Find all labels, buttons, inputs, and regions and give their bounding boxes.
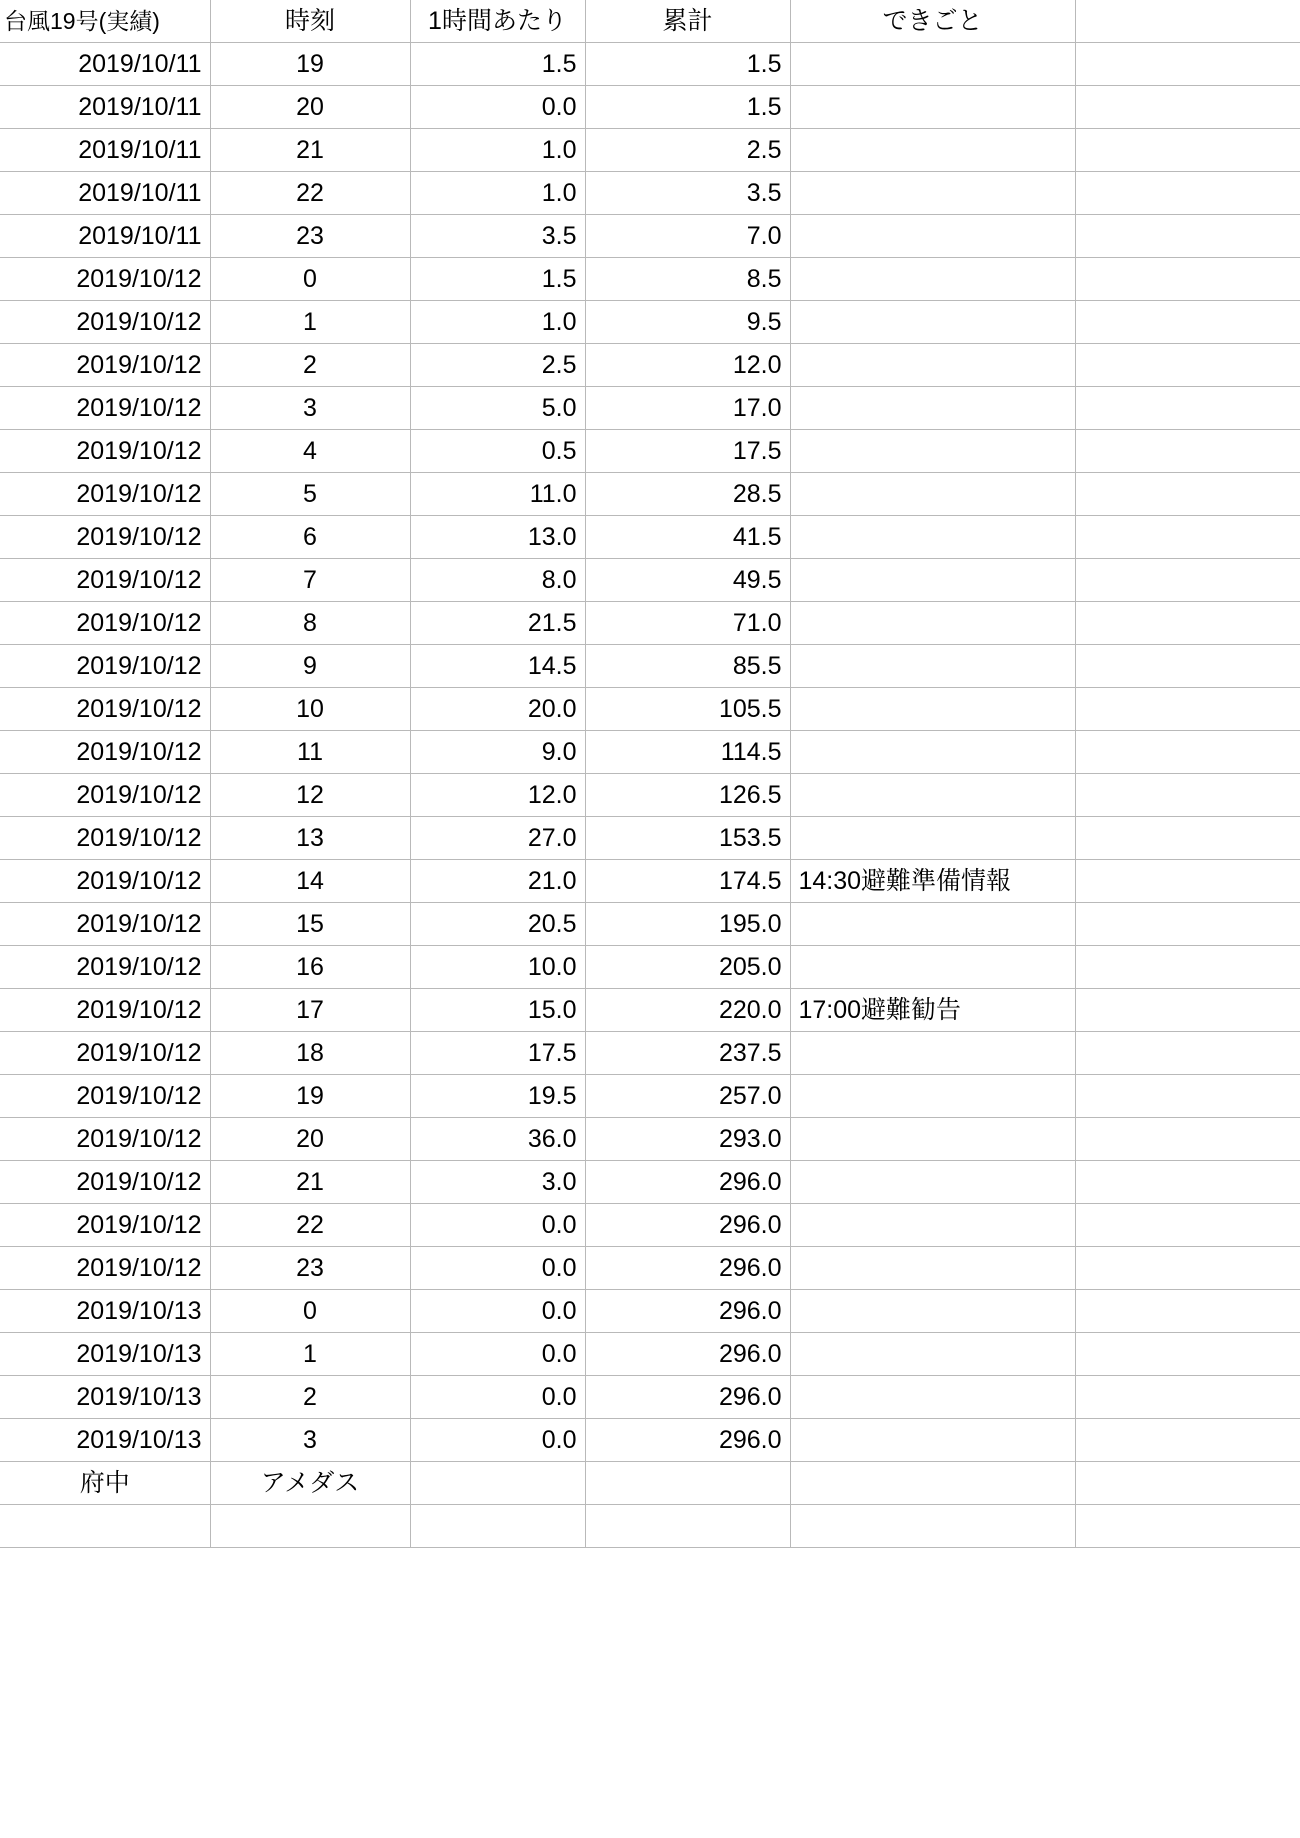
cell-rate: 0.0: [410, 86, 585, 129]
cell-pad: [1075, 430, 1300, 473]
cell-date: 2019/10/12: [0, 731, 210, 774]
cell-date: 2019/10/12: [0, 1118, 210, 1161]
cell-hour: 14: [210, 860, 410, 903]
cell-event: [790, 1032, 1075, 1075]
cell-pad: [1075, 774, 1300, 817]
table-row: [0, 860, 1300, 903]
cell-hour: 19: [210, 1075, 410, 1118]
cell-pad: [1075, 1204, 1300, 1247]
table-row: [0, 1247, 1300, 1290]
table-row: [0, 1161, 1300, 1204]
cell-pad: [1075, 473, 1300, 516]
table-row: [0, 473, 1300, 516]
cell-total: 296.0: [585, 1419, 790, 1462]
cell-total: 17.0: [585, 387, 790, 430]
cell-hour: 1: [210, 301, 410, 344]
table-row: [0, 172, 1300, 215]
cell-total: 85.5: [585, 645, 790, 688]
cell-date: 2019/10/11: [0, 215, 210, 258]
cell-rate: 1.0: [410, 129, 585, 172]
footer-event: [790, 1462, 1075, 1505]
cell-pad: [1075, 989, 1300, 1032]
footer-location: 府中: [0, 1462, 210, 1505]
cell-total: 237.5: [585, 1032, 790, 1075]
cell-date: 2019/10/12: [0, 1161, 210, 1204]
header-title: 台風19号(実績): [0, 0, 210, 43]
cell-rate: 0.0: [410, 1419, 585, 1462]
cell-empty: [585, 1505, 790, 1548]
footer-pad: [1075, 1462, 1300, 1505]
cell-date: 2019/10/12: [0, 602, 210, 645]
cell-total: 220.0: [585, 989, 790, 1032]
cell-total: 9.5: [585, 301, 790, 344]
table-row: [0, 1032, 1300, 1075]
cell-rate: 5.0: [410, 387, 585, 430]
header-hourly-rate: 1時間あたり: [410, 0, 585, 43]
cell-total: 296.0: [585, 1161, 790, 1204]
table-row: [0, 129, 1300, 172]
cell-empty: [410, 1505, 585, 1548]
cell-event: [790, 473, 1075, 516]
cell-rate: 21.0: [410, 860, 585, 903]
cell-rate: 13.0: [410, 516, 585, 559]
cell-date: 2019/10/12: [0, 1032, 210, 1075]
cell-pad: [1075, 602, 1300, 645]
cell-event: [790, 516, 1075, 559]
cell-empty: [0, 1505, 210, 1548]
cell-date: 2019/10/12: [0, 774, 210, 817]
table-row: [0, 903, 1300, 946]
cell-rate: 27.0: [410, 817, 585, 860]
cell-pad: [1075, 688, 1300, 731]
cell-hour: 18: [210, 1032, 410, 1075]
cell-pad: [1075, 129, 1300, 172]
cell-rate: 21.5: [410, 602, 585, 645]
table-row: [0, 1290, 1300, 1333]
cell-rate: 0.0: [410, 1204, 585, 1247]
table-row: [0, 1376, 1300, 1419]
cell-hour: 20: [210, 1118, 410, 1161]
table-row: [0, 559, 1300, 602]
cell-rate: 1.5: [410, 43, 585, 86]
cell-date: 2019/10/13: [0, 1419, 210, 1462]
cell-event: [790, 1333, 1075, 1376]
table-row: [0, 1118, 1300, 1161]
cell-total: 205.0: [585, 946, 790, 989]
cell-hour: 17: [210, 989, 410, 1032]
cell-total: 296.0: [585, 1333, 790, 1376]
cell-date: 2019/10/12: [0, 387, 210, 430]
cell-total: 71.0: [585, 602, 790, 645]
cell-hour: 3: [210, 387, 410, 430]
cell-date: 2019/10/11: [0, 172, 210, 215]
table-row: [0, 1333, 1300, 1376]
cell-event: [790, 559, 1075, 602]
cell-hour: 20: [210, 86, 410, 129]
cell-date: 2019/10/12: [0, 645, 210, 688]
cell-total: 296.0: [585, 1290, 790, 1333]
cell-pad: [1075, 1161, 1300, 1204]
footer-rate: [410, 1462, 585, 1505]
table-row: [0, 86, 1300, 129]
table-row: [0, 344, 1300, 387]
cell-event: [790, 645, 1075, 688]
table-row: [0, 774, 1300, 817]
cell-pad: [1075, 731, 1300, 774]
cell-date: 2019/10/13: [0, 1333, 210, 1376]
cell-pad: [1075, 817, 1300, 860]
cell-event: [790, 258, 1075, 301]
cell-event: [790, 43, 1075, 86]
cell-pad: [1075, 301, 1300, 344]
cell-pad: [1075, 1032, 1300, 1075]
cell-date: 2019/10/12: [0, 559, 210, 602]
cell-pad: [1075, 1376, 1300, 1419]
cell-rate: 0.0: [410, 1333, 585, 1376]
cell-total: 2.5: [585, 129, 790, 172]
cell-hour: 6: [210, 516, 410, 559]
cell-pad: [1075, 344, 1300, 387]
table-row: [0, 731, 1300, 774]
cell-date: 2019/10/12: [0, 860, 210, 903]
cell-rate: 17.5: [410, 1032, 585, 1075]
cell-date: 2019/10/12: [0, 1204, 210, 1247]
cell-hour: 15: [210, 903, 410, 946]
cell-event: 17:00避難勧告: [790, 989, 1075, 1032]
cell-date: 2019/10/11: [0, 86, 210, 129]
cell-event: [790, 602, 1075, 645]
cell-hour: 21: [210, 129, 410, 172]
table-row: [0, 301, 1300, 344]
cell-total: 1.5: [585, 86, 790, 129]
table-row: [0, 989, 1300, 1032]
cell-date: 2019/10/12: [0, 516, 210, 559]
cell-total: 1.5: [585, 43, 790, 86]
cell-pad: [1075, 387, 1300, 430]
cell-rate: 1.0: [410, 172, 585, 215]
cell-pad: [1075, 1333, 1300, 1376]
table-row: [0, 645, 1300, 688]
cell-pad: [1075, 258, 1300, 301]
table-footer-row: [0, 1462, 1300, 1505]
cell-date: 2019/10/11: [0, 43, 210, 86]
cell-rate: 1.5: [410, 258, 585, 301]
cell-event: [790, 215, 1075, 258]
cell-pad: [1075, 1118, 1300, 1161]
cell-event: [790, 129, 1075, 172]
cell-event: [790, 1204, 1075, 1247]
cell-rate: 20.0: [410, 688, 585, 731]
cell-event: [790, 903, 1075, 946]
cell-event: [790, 1419, 1075, 1462]
cell-rate: 2.5: [410, 344, 585, 387]
cell-rate: 14.5: [410, 645, 585, 688]
footer-total: [585, 1462, 790, 1505]
table-row: [0, 602, 1300, 645]
cell-total: 114.5: [585, 731, 790, 774]
cell-pad: [1075, 1290, 1300, 1333]
cell-pad: [1075, 903, 1300, 946]
table-empty-row: [0, 1505, 1300, 1548]
cell-date: 2019/10/12: [0, 817, 210, 860]
cell-event: [790, 86, 1075, 129]
cell-rate: 36.0: [410, 1118, 585, 1161]
cell-date: 2019/10/12: [0, 344, 210, 387]
cell-event: [790, 172, 1075, 215]
cell-pad: [1075, 1075, 1300, 1118]
cell-rate: 3.5: [410, 215, 585, 258]
cell-date: 2019/10/12: [0, 989, 210, 1032]
table-row: [0, 43, 1300, 86]
table-row: [0, 946, 1300, 989]
cell-event: [790, 817, 1075, 860]
cell-empty: [790, 1505, 1075, 1548]
cell-event: [790, 1290, 1075, 1333]
cell-hour: 2: [210, 344, 410, 387]
table-row: [0, 387, 1300, 430]
table-row: [0, 1075, 1300, 1118]
cell-hour: 9: [210, 645, 410, 688]
cell-total: 8.5: [585, 258, 790, 301]
cell-hour: 8: [210, 602, 410, 645]
table-row: [0, 215, 1300, 258]
table-row: [0, 516, 1300, 559]
cell-empty: [1075, 1505, 1300, 1548]
cell-event: [790, 344, 1075, 387]
cell-total: 12.0: [585, 344, 790, 387]
cell-date: 2019/10/12: [0, 258, 210, 301]
cell-rate: 9.0: [410, 731, 585, 774]
cell-hour: 1: [210, 1333, 410, 1376]
cell-date: 2019/10/13: [0, 1290, 210, 1333]
cell-total: 174.5: [585, 860, 790, 903]
cell-hour: 22: [210, 172, 410, 215]
table-row: [0, 688, 1300, 731]
header-hour: 時刻: [210, 0, 410, 43]
cell-total: 105.5: [585, 688, 790, 731]
cell-event: [790, 731, 1075, 774]
footer-source: アメダス: [210, 1462, 410, 1505]
table-row: [0, 1419, 1300, 1462]
cell-pad: [1075, 645, 1300, 688]
cell-pad: [1075, 172, 1300, 215]
cell-total: 28.5: [585, 473, 790, 516]
cell-total: 7.0: [585, 215, 790, 258]
cell-hour: 16: [210, 946, 410, 989]
cell-hour: 11: [210, 731, 410, 774]
cell-rate: 15.0: [410, 989, 585, 1032]
cell-pad: [1075, 43, 1300, 86]
cell-rate: 11.0: [410, 473, 585, 516]
cell-pad: [1075, 559, 1300, 602]
cell-rate: 1.0: [410, 301, 585, 344]
cell-hour: 23: [210, 1247, 410, 1290]
cell-hour: 12: [210, 774, 410, 817]
cell-hour: 4: [210, 430, 410, 473]
cell-total: 257.0: [585, 1075, 790, 1118]
header-empty: [1075, 0, 1300, 43]
cell-event: [790, 387, 1075, 430]
cell-pad: [1075, 215, 1300, 258]
cell-event: [790, 301, 1075, 344]
table-row: [0, 258, 1300, 301]
cell-rate: 0.5: [410, 430, 585, 473]
cell-pad: [1075, 1247, 1300, 1290]
cell-hour: 2: [210, 1376, 410, 1419]
cell-rate: 0.0: [410, 1290, 585, 1333]
cell-hour: 21: [210, 1161, 410, 1204]
cell-date: 2019/10/13: [0, 1376, 210, 1419]
cell-total: 3.5: [585, 172, 790, 215]
table-row: [0, 817, 1300, 860]
cell-hour: 3: [210, 1419, 410, 1462]
cell-hour: 23: [210, 215, 410, 258]
cell-date: 2019/10/12: [0, 430, 210, 473]
cell-event: [790, 1075, 1075, 1118]
cell-rate: 8.0: [410, 559, 585, 602]
cell-hour: 5: [210, 473, 410, 516]
cell-total: 41.5: [585, 516, 790, 559]
cell-event: [790, 774, 1075, 817]
cell-rate: 3.0: [410, 1161, 585, 1204]
cell-pad: [1075, 860, 1300, 903]
cell-pad: [1075, 516, 1300, 559]
cell-rate: 0.0: [410, 1376, 585, 1419]
cell-total: 126.5: [585, 774, 790, 817]
cell-total: 49.5: [585, 559, 790, 602]
cell-empty: [210, 1505, 410, 1548]
cell-hour: 10: [210, 688, 410, 731]
cell-date: 2019/10/12: [0, 473, 210, 516]
cell-total: 153.5: [585, 817, 790, 860]
cell-hour: 19: [210, 43, 410, 86]
cell-hour: 0: [210, 1290, 410, 1333]
cell-total: 296.0: [585, 1376, 790, 1419]
cell-total: 17.5: [585, 430, 790, 473]
cell-date: 2019/10/12: [0, 1075, 210, 1118]
cell-date: 2019/10/11: [0, 129, 210, 172]
cell-rate: 10.0: [410, 946, 585, 989]
cell-date: 2019/10/12: [0, 903, 210, 946]
cell-pad: [1075, 1419, 1300, 1462]
cell-total: 293.0: [585, 1118, 790, 1161]
cell-total: 296.0: [585, 1247, 790, 1290]
cell-event: [790, 946, 1075, 989]
cell-pad: [1075, 946, 1300, 989]
cell-date: 2019/10/12: [0, 1247, 210, 1290]
cell-rate: 19.5: [410, 1075, 585, 1118]
table-row: [0, 1204, 1300, 1247]
cell-event: [790, 1376, 1075, 1419]
cell-rate: 20.5: [410, 903, 585, 946]
cell-pad: [1075, 86, 1300, 129]
table-row: [0, 430, 1300, 473]
cell-event: [790, 688, 1075, 731]
cell-date: 2019/10/12: [0, 688, 210, 731]
cell-hour: 0: [210, 258, 410, 301]
cell-rate: 12.0: [410, 774, 585, 817]
cell-hour: 13: [210, 817, 410, 860]
cell-hour: 7: [210, 559, 410, 602]
cell-date: 2019/10/12: [0, 946, 210, 989]
cell-total: 195.0: [585, 903, 790, 946]
cell-event: 14:30避難準備情報: [790, 860, 1075, 903]
cell-event: [790, 1161, 1075, 1204]
cell-hour: 22: [210, 1204, 410, 1247]
cell-date: 2019/10/12: [0, 301, 210, 344]
cell-rate: 0.0: [410, 1247, 585, 1290]
cell-event: [790, 430, 1075, 473]
cell-event: [790, 1118, 1075, 1161]
cell-total: 296.0: [585, 1204, 790, 1247]
header-cumulative: 累計: [585, 0, 790, 43]
table-header-row: [0, 0, 1300, 43]
cell-event: [790, 1247, 1075, 1290]
header-events: できごと: [790, 0, 1075, 43]
